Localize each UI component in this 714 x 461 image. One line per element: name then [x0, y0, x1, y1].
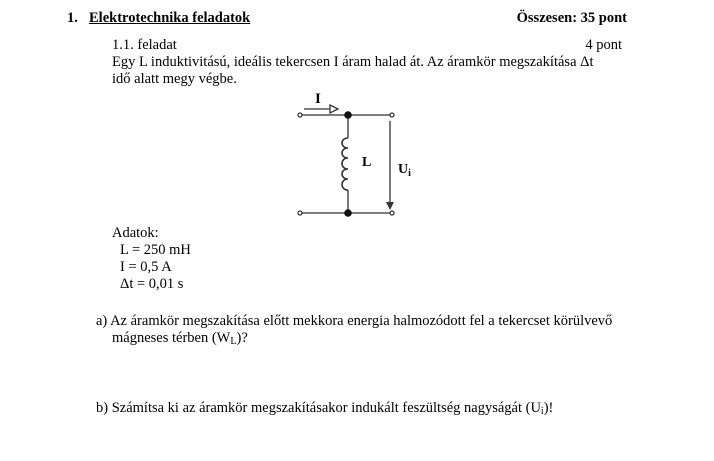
given-heading: Adatok: — [112, 225, 159, 241]
terminal-top-right — [390, 113, 394, 117]
given-value: L = 250 mH — [120, 242, 191, 258]
given-value: I = 0,5 A — [120, 259, 172, 275]
question-a-line2 — [112, 331, 248, 346]
voltage-label — [398, 162, 411, 179]
total-points: Összesen: 35 pont — [516, 10, 627, 26]
terminal-bottom-right — [390, 211, 394, 215]
given-value: Δt = 0,01 s — [120, 276, 184, 292]
question-a-end: )? — [236, 330, 248, 346]
section-number: 1. — [67, 10, 78, 26]
node-top — [344, 111, 352, 119]
current-label: I — [315, 91, 321, 107]
question-b — [96, 401, 553, 416]
question-b-end: )! — [543, 400, 554, 416]
inductor-label: L — [362, 155, 372, 170]
voltage-arrowhead — [386, 202, 394, 210]
terminal-bottom-left — [298, 211, 302, 215]
section-title: Elektrotechnika feladatok — [89, 10, 251, 26]
task-label: 1.1. feladat — [112, 37, 177, 53]
voltage-label-sub: i — [408, 168, 411, 179]
node-bottom — [344, 209, 352, 217]
task-points: 4 pont — [585, 37, 622, 53]
inductor-coil — [342, 138, 348, 190]
question-a-text: mágneses térben (W — [112, 330, 231, 346]
question-a-line1: a) Az áramkör megszakítása előtt mekkora energia halmozódott fel a tekercset körülvevő — [96, 313, 613, 329]
task-description-line2: idő alatt megy végbe. — [112, 71, 237, 87]
terminal-top-left — [298, 113, 302, 117]
voltage-label-main: U — [398, 162, 409, 177]
question-b-subscript: i — [540, 406, 544, 417]
question-b-text: b) Számítsa ki az áramkör megszakításakor indukált feszültség nagyságát (U — [96, 400, 541, 416]
question-a-subscript: L — [230, 336, 237, 347]
circuit-diagram — [290, 88, 420, 220]
task-description-line1: Egy L induktivitású, ideális tekercsen I áram halad át. Az áramkör megszakítása Δt — [112, 54, 594, 70]
